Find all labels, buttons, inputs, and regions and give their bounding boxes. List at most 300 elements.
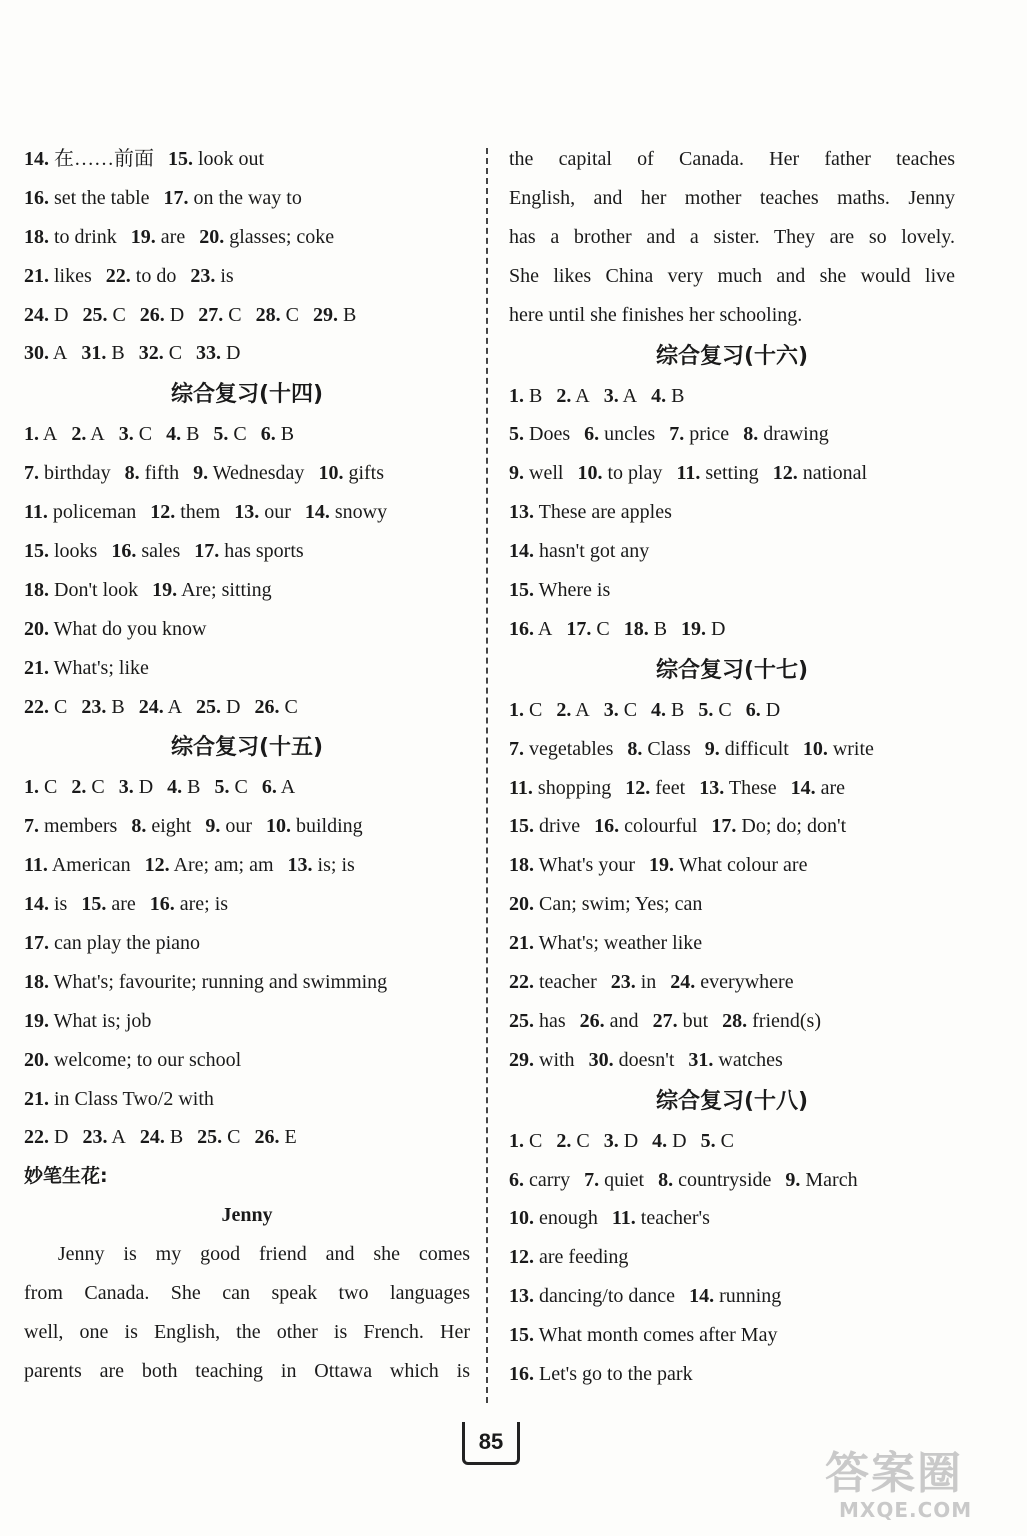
answer-item bbox=[24, 462, 111, 484]
answer-text: price bbox=[689, 423, 730, 446]
answer-item bbox=[658, 1169, 771, 1191]
question-number: 24. bbox=[138, 695, 164, 718]
answer-text: What is; job bbox=[53, 1009, 152, 1032]
question-number: 12. bbox=[144, 854, 170, 877]
answer-item bbox=[509, 1049, 575, 1071]
answer-item bbox=[150, 893, 228, 915]
answer-line bbox=[24, 179, 470, 218]
answer-item bbox=[24, 1088, 214, 1110]
answer-text: American bbox=[51, 854, 131, 877]
answer-item bbox=[649, 854, 807, 876]
section-heading-17: 综合复习(十七) bbox=[655, 657, 809, 683]
answer-text: B bbox=[280, 423, 295, 446]
essay-line: English, and her mother teaches maths. Jenny bbox=[509, 186, 955, 209]
answer-item bbox=[256, 304, 299, 326]
answer-item bbox=[580, 1010, 639, 1032]
answer-text: B bbox=[186, 423, 200, 446]
question-number: 10. bbox=[509, 1207, 534, 1230]
question-number: 33. bbox=[196, 342, 222, 365]
answer-item bbox=[509, 1246, 628, 1268]
answer-text: with bbox=[539, 1048, 575, 1071]
answer-item bbox=[131, 226, 185, 248]
answer-item bbox=[509, 699, 542, 721]
question-number: 22. bbox=[105, 264, 131, 287]
answer-text: look out bbox=[198, 148, 265, 170]
question-number: 13. bbox=[509, 501, 534, 524]
answer-item bbox=[24, 1126, 68, 1148]
question-number: 17. bbox=[566, 617, 592, 640]
answer-text: What's your bbox=[538, 854, 635, 877]
answer-item bbox=[743, 423, 829, 445]
answer-line bbox=[509, 1316, 955, 1355]
answer-text: building bbox=[295, 815, 363, 838]
answer-item bbox=[651, 699, 684, 721]
answer-text: drive bbox=[539, 815, 581, 838]
answer-text: sales bbox=[141, 540, 181, 563]
question-number: 30. bbox=[588, 1048, 614, 1071]
answer-text: C bbox=[168, 342, 183, 365]
essay-line: parents are both teaching in Ottawa which is bbox=[24, 1359, 470, 1382]
answer-text: to do bbox=[135, 264, 177, 287]
question-number: 15. bbox=[81, 893, 107, 916]
answer-item bbox=[24, 342, 67, 364]
question-number: 26. bbox=[139, 303, 165, 326]
answer-text: our bbox=[264, 501, 291, 524]
answer-text: B bbox=[671, 384, 685, 407]
answer-item bbox=[82, 1126, 125, 1148]
question-number: 20. bbox=[199, 225, 225, 248]
question-number: 10. bbox=[265, 815, 291, 838]
answer-item bbox=[698, 699, 731, 721]
answer-text: What's; weather like bbox=[538, 932, 703, 955]
answer-item bbox=[624, 618, 667, 640]
question-number: 4. bbox=[652, 1129, 668, 1152]
answer-text: watches bbox=[718, 1048, 783, 1071]
answer-text: B bbox=[169, 1126, 184, 1149]
answer-item bbox=[803, 738, 874, 760]
question-number: 6. bbox=[584, 423, 600, 446]
answer-line bbox=[24, 688, 470, 727]
answer-line bbox=[24, 334, 470, 373]
question-number: 4. bbox=[167, 776, 183, 799]
answer-text: set the table bbox=[54, 186, 150, 209]
answer-item bbox=[288, 854, 355, 876]
answer-text: A bbox=[52, 342, 68, 365]
answer-text: Does bbox=[529, 423, 571, 446]
question-number: 13. bbox=[509, 1285, 534, 1308]
answer-text: are feeding bbox=[539, 1246, 629, 1269]
answer-text: is; is bbox=[317, 854, 355, 877]
answer-line bbox=[24, 1002, 470, 1041]
question-number: 6. bbox=[509, 1168, 524, 1191]
answer-text: C bbox=[529, 698, 543, 721]
answer-item bbox=[653, 1010, 709, 1032]
answer-line bbox=[24, 807, 470, 846]
question-number: 3. bbox=[118, 423, 134, 446]
answer-text: is bbox=[220, 264, 234, 287]
answer-item bbox=[198, 304, 241, 326]
answer-item bbox=[24, 815, 117, 837]
answer-text: C bbox=[285, 303, 299, 326]
answer-text: What's; favourite; running and swimming bbox=[53, 970, 388, 993]
question-number: 8. bbox=[627, 737, 643, 760]
answer-text: D bbox=[169, 303, 185, 326]
answer-item bbox=[24, 893, 67, 915]
question-number: 1. bbox=[509, 384, 524, 407]
question-number: 20. bbox=[24, 1048, 49, 1071]
answer-line bbox=[509, 1161, 955, 1200]
answer-line bbox=[509, 1199, 955, 1238]
answer-line bbox=[509, 415, 955, 454]
question-number: 22. bbox=[24, 1126, 49, 1149]
question-number: 21. bbox=[24, 1087, 49, 1110]
answer-line bbox=[24, 768, 470, 807]
answer-item bbox=[604, 699, 637, 721]
answer-text: can play the piano bbox=[54, 932, 201, 955]
question-number: 14. bbox=[304, 501, 330, 524]
question-number: 23. bbox=[610, 971, 636, 993]
answer-item bbox=[509, 1169, 570, 1191]
answer-line bbox=[509, 846, 955, 885]
question-number: 5. bbox=[509, 423, 524, 446]
answer-item bbox=[556, 1130, 589, 1152]
answer-text: countryside bbox=[678, 1168, 772, 1191]
question-number: 1. bbox=[24, 776, 39, 799]
question-number: 15. bbox=[168, 148, 193, 170]
question-number: 1. bbox=[509, 1129, 524, 1152]
question-number: 1. bbox=[24, 423, 39, 446]
answer-item bbox=[509, 462, 563, 484]
answer-item bbox=[681, 618, 725, 640]
question-number: 5. bbox=[698, 698, 714, 721]
answer-text: running bbox=[719, 1285, 782, 1308]
question-number: 9. bbox=[785, 1168, 801, 1191]
answer-line bbox=[509, 963, 955, 1002]
question-number: 17. bbox=[24, 932, 49, 955]
answer-item bbox=[205, 815, 252, 837]
answer-text: friend(s) bbox=[752, 1009, 821, 1032]
answer-line bbox=[24, 532, 470, 571]
question-number: 10. bbox=[802, 737, 828, 760]
left-column bbox=[24, 140, 470, 1391]
answer-line bbox=[509, 377, 955, 416]
question-number: 3. bbox=[118, 776, 134, 799]
essay-line: from Canada. She can speak two languages bbox=[24, 1282, 470, 1305]
question-number: 14. bbox=[509, 540, 534, 563]
question-number: 27. bbox=[652, 1009, 678, 1032]
question-number: 23. bbox=[190, 264, 216, 287]
answer-line bbox=[509, 1355, 955, 1394]
question-number: 19. bbox=[152, 578, 178, 601]
answer-text: B bbox=[187, 776, 201, 799]
answer-item bbox=[509, 1324, 777, 1346]
section-heading-14: 综合复习(十四) bbox=[170, 382, 324, 408]
answer-text: members bbox=[44, 815, 118, 838]
question-number: 29. bbox=[509, 1048, 534, 1071]
answer-text: in bbox=[640, 971, 657, 993]
answer-item bbox=[145, 854, 274, 876]
question-number: 2. bbox=[71, 423, 87, 446]
answer-text: write bbox=[832, 737, 874, 760]
answer-item bbox=[509, 971, 597, 993]
answer-text: A bbox=[575, 384, 590, 407]
question-number: 28. bbox=[722, 1009, 748, 1032]
answer-line bbox=[509, 1277, 955, 1316]
answer-item bbox=[566, 618, 609, 640]
answer-line bbox=[24, 218, 470, 257]
answer-item bbox=[785, 1169, 857, 1191]
answer-text: C bbox=[233, 423, 247, 446]
answer-text: difficult bbox=[724, 737, 789, 760]
answer-item bbox=[705, 738, 789, 760]
question-number: 2. bbox=[556, 1129, 572, 1152]
answer-text: are; is bbox=[179, 893, 229, 916]
answer-item bbox=[604, 385, 637, 407]
answer-text: teacher's bbox=[640, 1207, 710, 1230]
answer-text: glasses; coke bbox=[229, 225, 335, 248]
answer-item bbox=[509, 579, 610, 601]
answer-line bbox=[24, 963, 470, 1002]
answer-item bbox=[81, 893, 135, 915]
essay-line: well, one is English, the other is French. Her bbox=[24, 1320, 470, 1343]
answer-line bbox=[24, 1080, 470, 1119]
answer-line bbox=[509, 769, 955, 808]
question-number: 19. bbox=[681, 617, 707, 640]
answer-item bbox=[196, 342, 240, 364]
answer-item bbox=[24, 776, 57, 798]
answer-text: What month comes after May bbox=[538, 1324, 778, 1347]
answer-item bbox=[791, 777, 845, 799]
question-number: 2. bbox=[556, 384, 572, 407]
answer-text: 在……前面 bbox=[54, 148, 154, 170]
answer-text: C bbox=[718, 698, 732, 721]
answer-item bbox=[24, 226, 117, 248]
question-number: 8. bbox=[658, 1168, 674, 1191]
column-divider bbox=[486, 148, 488, 1403]
answer-item bbox=[24, 971, 387, 993]
answer-text: to play bbox=[607, 462, 663, 485]
question-number: 7. bbox=[24, 815, 39, 838]
question-number: 6. bbox=[261, 776, 277, 799]
answer-text: D bbox=[623, 1129, 639, 1152]
answer-text: B bbox=[529, 384, 543, 407]
answer-text: A bbox=[167, 695, 183, 718]
answer-block-18 bbox=[509, 1122, 955, 1394]
question-number: 19. bbox=[649, 854, 674, 877]
answer-text: Don't look bbox=[54, 578, 139, 601]
answer-item bbox=[676, 462, 758, 484]
answer-text: C bbox=[228, 303, 242, 326]
question-number: 11. bbox=[24, 501, 48, 524]
question-number: 3. bbox=[603, 1129, 619, 1152]
answer-item bbox=[24, 696, 67, 718]
answer-item bbox=[604, 1130, 638, 1152]
answer-text: carry bbox=[529, 1168, 571, 1191]
answer-item bbox=[24, 854, 131, 876]
question-number: 3. bbox=[603, 384, 619, 407]
question-number: 26. bbox=[579, 1009, 605, 1032]
answer-item bbox=[318, 462, 384, 484]
answer-item bbox=[313, 304, 356, 326]
question-number: 24. bbox=[139, 1126, 165, 1149]
answer-text: C bbox=[54, 695, 68, 718]
answer-item bbox=[509, 1010, 566, 1032]
answer-item bbox=[111, 540, 180, 562]
answer-text: B bbox=[671, 698, 685, 721]
answer-text: shopping bbox=[537, 776, 612, 799]
question-number: 1. bbox=[509, 698, 524, 721]
question-number: 7. bbox=[669, 423, 685, 446]
answer-text: D bbox=[226, 695, 241, 718]
question-number: 3. bbox=[603, 698, 619, 721]
answer-text: C bbox=[529, 1129, 543, 1152]
answer-line bbox=[509, 807, 955, 846]
answer-item bbox=[24, 187, 150, 209]
question-number: 9. bbox=[509, 462, 524, 485]
answer-item bbox=[584, 1169, 644, 1191]
answer-item bbox=[213, 423, 246, 445]
answer-item bbox=[305, 501, 387, 523]
answer-text: our bbox=[225, 815, 252, 838]
answer-text: B bbox=[111, 342, 125, 365]
answer-text: C bbox=[227, 1126, 241, 1149]
answer-item bbox=[577, 462, 662, 484]
answer-item bbox=[509, 932, 702, 954]
answer-text: A bbox=[575, 698, 590, 721]
answer-item bbox=[196, 696, 240, 718]
answer-text: has sports bbox=[224, 540, 304, 563]
answer-text: A bbox=[42, 423, 58, 446]
section-heading-16: 综合复习(十六) bbox=[655, 343, 809, 369]
answer-item bbox=[214, 776, 247, 798]
answer-line bbox=[24, 140, 470, 179]
question-number: 7. bbox=[584, 1168, 600, 1191]
answer-text: D bbox=[54, 303, 69, 326]
question-number: 25. bbox=[82, 303, 108, 326]
answer-item bbox=[627, 738, 690, 760]
answer-item bbox=[509, 738, 613, 760]
answer-item bbox=[24, 932, 200, 954]
question-number: 2. bbox=[556, 698, 572, 721]
answer-item bbox=[139, 696, 182, 718]
watermark-logo bbox=[825, 1450, 1005, 1530]
section-heading-18: 综合复习(十八) bbox=[655, 1088, 809, 1114]
question-number: 20. bbox=[24, 617, 49, 640]
answer-text: national bbox=[802, 462, 868, 485]
answer-item bbox=[131, 815, 191, 837]
question-number: 15. bbox=[509, 578, 534, 601]
answer-item bbox=[24, 148, 154, 170]
answer-text: are bbox=[160, 225, 186, 248]
question-number: 22. bbox=[509, 971, 534, 993]
answer-item bbox=[24, 304, 68, 326]
answer-text: C bbox=[596, 617, 610, 640]
answer-item bbox=[190, 265, 233, 287]
answer-text: snowy bbox=[334, 501, 388, 524]
question-number: 20. bbox=[509, 893, 534, 916]
question-number: 16. bbox=[509, 1363, 534, 1386]
question-number: 18. bbox=[24, 578, 49, 601]
question-number: 21. bbox=[24, 264, 49, 287]
answer-text: hasn't got any bbox=[539, 540, 650, 563]
question-number: 26. bbox=[254, 695, 280, 718]
question-number: 4. bbox=[651, 698, 667, 721]
answer-text: vegetables bbox=[529, 737, 614, 760]
answer-item bbox=[24, 1049, 241, 1071]
question-number: 23. bbox=[82, 1126, 108, 1149]
essay-text-left bbox=[24, 1235, 470, 1391]
answer-item bbox=[167, 776, 200, 798]
answer-item bbox=[71, 776, 104, 798]
question-number: 12. bbox=[625, 776, 651, 799]
answer-item bbox=[150, 501, 220, 523]
answer-text: D bbox=[672, 1129, 687, 1152]
answer-line bbox=[24, 610, 470, 649]
essay-line: She likes China very much and she would live bbox=[509, 264, 955, 287]
answer-text: C bbox=[576, 1129, 590, 1152]
answer-text: These bbox=[728, 776, 777, 799]
answer-text: everywhere bbox=[700, 971, 794, 993]
answer-line bbox=[24, 571, 470, 610]
answer-block-14 bbox=[24, 415, 470, 726]
question-number: 8. bbox=[124, 462, 140, 485]
answer-text: feet bbox=[655, 776, 686, 799]
answer-text: doesn't bbox=[618, 1048, 675, 1071]
watermark-top: 答案圈 bbox=[825, 1448, 963, 1499]
question-number: 4. bbox=[651, 384, 667, 407]
question-number: 12. bbox=[509, 1246, 534, 1269]
question-number: 10. bbox=[318, 462, 344, 485]
question-number: 13. bbox=[287, 854, 313, 877]
answer-line bbox=[509, 924, 955, 963]
answer-text: A bbox=[280, 776, 296, 799]
answer-line bbox=[509, 532, 955, 571]
answer-item bbox=[255, 696, 298, 718]
answer-item bbox=[24, 423, 57, 445]
answer-item bbox=[255, 1126, 297, 1148]
question-number: 21. bbox=[24, 656, 49, 679]
answer-item bbox=[670, 971, 793, 993]
question-number: 18. bbox=[509, 854, 534, 877]
question-number: 25. bbox=[197, 1126, 223, 1149]
question-number: 5. bbox=[214, 776, 230, 799]
question-number: 5. bbox=[700, 1129, 716, 1152]
answer-line bbox=[24, 846, 470, 885]
answer-text: policeman bbox=[52, 501, 137, 524]
answer-text: are bbox=[820, 776, 846, 799]
answer-text: C bbox=[284, 695, 298, 718]
answer-text: drawing bbox=[763, 423, 829, 446]
answer-line bbox=[24, 296, 470, 335]
answer-item bbox=[197, 1126, 240, 1148]
question-number: 30. bbox=[24, 342, 49, 365]
question-number: 29. bbox=[312, 303, 338, 326]
answer-line bbox=[24, 257, 470, 296]
question-number: 9. bbox=[205, 815, 221, 838]
answer-item bbox=[261, 423, 294, 445]
answer-text: are bbox=[111, 893, 136, 916]
essay-line: Jenny is my good friend and she comes bbox=[24, 1243, 470, 1266]
answer-text: March bbox=[805, 1168, 858, 1191]
answer-text: quiet bbox=[604, 1168, 645, 1191]
answer-text: Where is bbox=[538, 578, 611, 601]
answer-item bbox=[509, 540, 649, 562]
answer-item bbox=[556, 385, 589, 407]
question-number: 2. bbox=[71, 776, 87, 799]
answer-text: What colour are bbox=[678, 854, 808, 877]
answer-text: Let's go to the park bbox=[539, 1363, 693, 1386]
question-number: 11. bbox=[509, 776, 533, 799]
